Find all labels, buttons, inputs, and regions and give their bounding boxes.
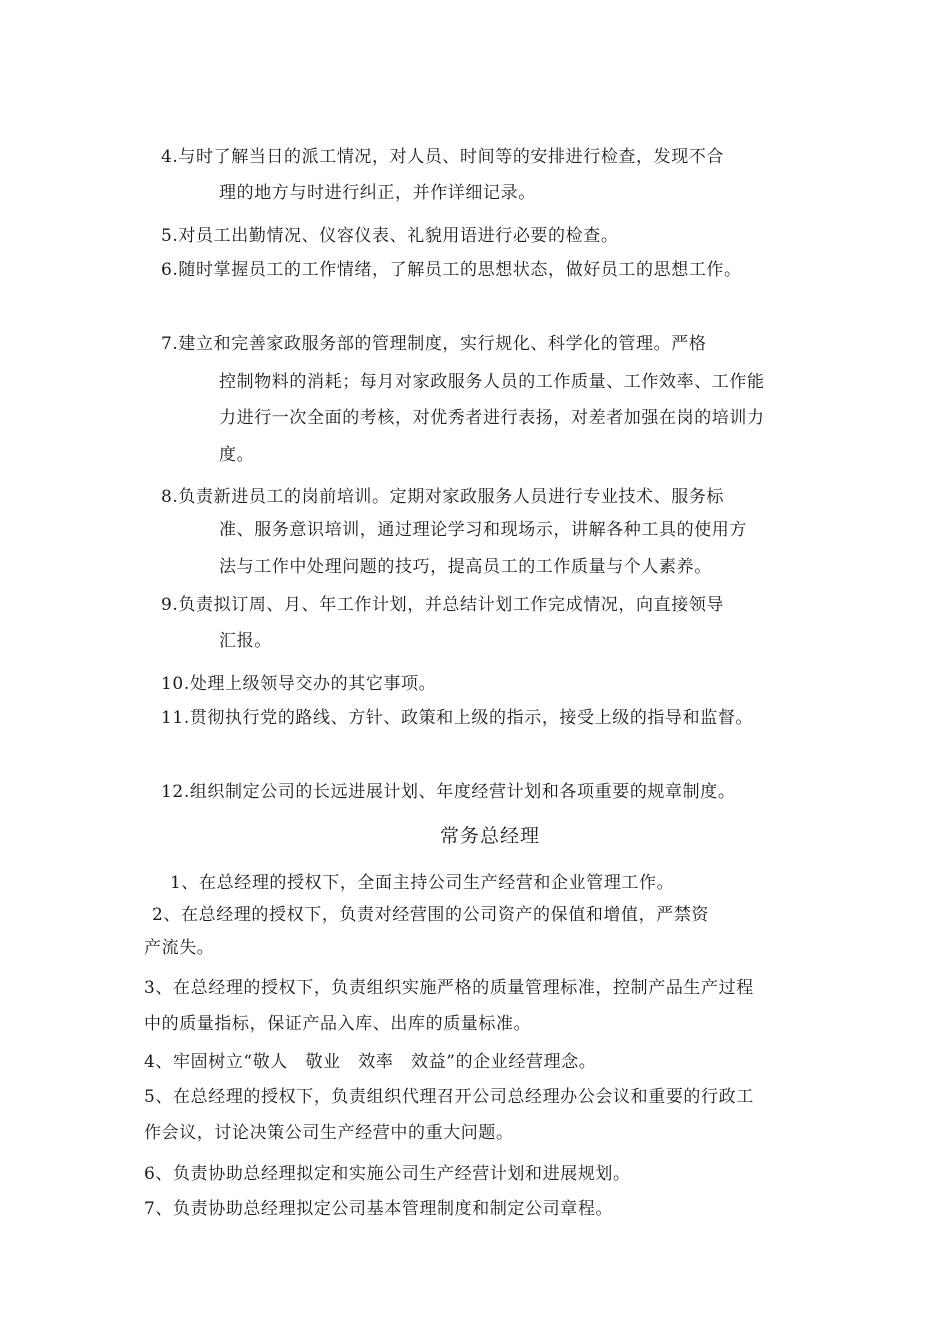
gm-item-6: 6、负责协助总经理拟定和实施公司生产经营计划和进展规划。 [144,1164,631,1184]
duty-item-12: 12.组织制定公司的长远进展计划、年度经营计划和各项重要的规章制度。 [161,782,736,802]
duty-item-6: 6.随时掌握员工的工作情绪，了解员工的思想状态，做好员工的思想工作。 [161,260,742,280]
duty-item-4-line-2: 理的地方与时进行纠正，并作详细记录。 [219,183,536,203]
gm-item-7: 7、负责协助总经理拟定公司基本管理制度和制定公司章程。 [144,1199,614,1219]
duty-item-4-line-1: 4.与时了解当日的派工情况，对人员、时间等的安排进行检查，发现不合 [161,147,725,167]
gm-item-5-line-2: 作会议，讨论决策公司生产经营中的重大问题。 [144,1123,514,1143]
gm-item-2-line-1: 2、在总经理的授权下，负责对经营围的公司资产的保值和增值，严禁资 [152,905,710,925]
gm-item-1: 1、在总经理的授权下，全面主持公司生产经营和企业管理工作。 [170,873,675,893]
duty-item-8-line-3: 法与工作中处理问题的技巧，提高员工的工作质量与个人素养。 [219,557,712,577]
duty-item-7-line-1: 7.建立和完善家政服务部的管理制度，实行规化、科学化的管理。严格 [161,334,707,354]
duty-item-9-line-2: 汇报。 [219,631,272,651]
duty-item-7-line-4: 度。 [219,445,255,465]
duty-item-11: 11.贯彻执行党的路线、方针、政策和上级的指示，接受上级的指导和监督。 [161,708,754,728]
duty-item-9-line-1: 9.负责拟订周、月、年工作计划，并总结计划工作完成情况，向直接领导 [161,595,725,615]
duty-item-8-line-1: 8.负责新进员工的岗前培训。定期对家政服务人员进行专业技术、服务标 [161,487,725,507]
gm-item-3-line-2: 中的质量指标，保证产品入库、出库的质量标准。 [144,1014,532,1034]
gm-item-3-line-1: 3、在总经理的授权下，负责组织实施严格的质量管理标准，控制产品生产过程 [144,978,754,998]
section-heading: 常务总经理 [440,825,541,847]
gm-item-5-line-1: 5、在总经理的授权下，负责组织代理召开公司总经理办公会议和重要的行政工 [144,1087,754,1107]
duty-item-7-line-3: 力进行一次全面的考核，对优秀者进行表扬，对差者加强在岗的培训力 [219,408,765,428]
gm-item-4: 4、牢固树立“敬人 敬业 效率 效益”的企业经营理念。 [144,1052,597,1072]
duty-item-7-line-2: 控制物料的消耗；每月对家政服务人员的工作质量、工作效率、工作能 [219,372,765,392]
gm-item-2-line-2: 产流失。 [144,938,215,958]
duty-item-10: 10.处理上级领导交办的其它事项。 [161,674,437,694]
duty-item-5: 5.对员工出勤情况、仪容仪表、礼貌用语进行必要的检查。 [161,226,619,246]
duty-item-8-line-2: 准、服务意识培训，通过理论学习和现场示，讲解各种工具的使用方 [219,520,747,540]
